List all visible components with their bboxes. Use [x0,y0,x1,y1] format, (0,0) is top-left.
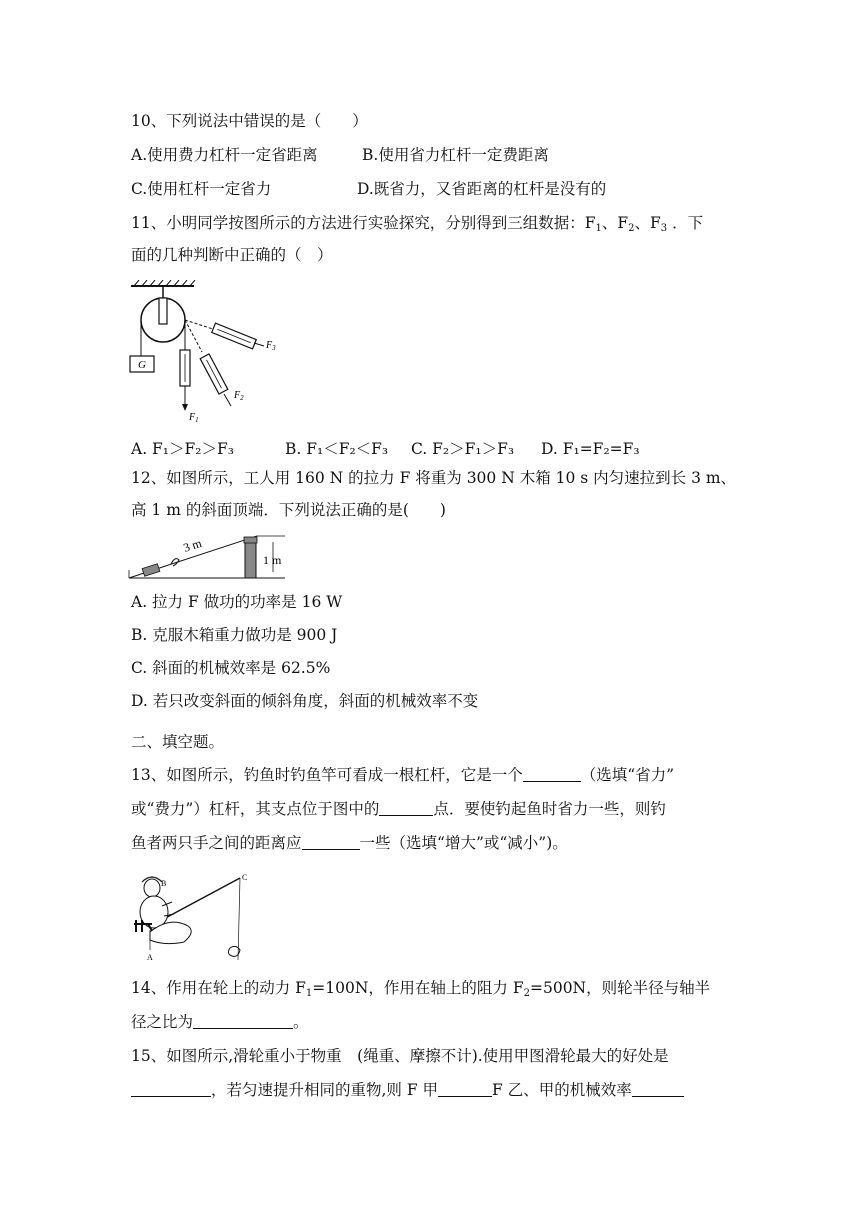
q15-blank-2[interactable] [438,1080,492,1097]
force-label-f2: $F_2$ [234,390,244,402]
q13-line1: 13、如图所示，钓鱼时钓鱼竿可看成一根杠杆，它是一个 （选填“省力” [131,766,675,784]
q14-line2: 径之比为 。 [131,1013,309,1031]
q10-option-a: A.使用费力杠杆一定省距离 [131,146,318,164]
q15-line1: 15、如图所示,滑轮重小于物重 (绳重、摩擦不计).使用甲图滑轮最大的好处是 [131,1047,669,1065]
q12-option-a: A. 拉力 F 做功的功率是 16 W [131,593,343,611]
q12-option-b: B. 克服木箱重力做功是 900 J [131,626,338,644]
rod-point-b: B [161,879,167,888]
q13-blank-2[interactable] [379,799,433,816]
q11-option-b: B. F₁＜F₂＜F₃ [285,440,389,458]
q13-blank-3[interactable] [302,833,360,850]
q10-option-b: B.使用省力杠杆一定费距离 [362,146,549,164]
q11-option-a: A. F₁＞F₂＞F₃ [131,440,234,458]
q10-option-c: C.使用杠杆一定省力 [131,180,272,198]
q14-line1: 14、作用在轮上的动力 $F_1=100N$，作用在轴上的阻力 $F_2=500N$，则轮半径与轴半 [131,979,711,999]
q11-option-d: D. F₁=F₂=F₃ [541,440,640,458]
q13-blank-1[interactable] [523,765,581,782]
q11-stem-line1: 11、小明同学按图所示的方法进行实验探究，分别得到三组数据：$F_1$、$F_2$、$F_3$ ．下 [131,214,704,234]
q15-line2: ，若匀速提升相同的重物,则 F 甲 F 乙、甲的机械效率 [131,1079,684,1101]
q11-stem-line2: 面的几种判断中正确的（ ） [131,246,333,264]
q10-option-d: D.既省力，又省距离的杠杆是没有的 [357,180,607,198]
q12-option-c: C. 斜面的机械效率是 62.5% [131,659,331,677]
q15-blank-3[interactable] [632,1080,684,1097]
q14-blank[interactable] [193,1012,293,1029]
pulley-figure [126,280,286,422]
force-label-f1: $F_1$ [189,412,199,422]
q11-option-c: C. F₂＞F₁＞F₃ [411,440,515,458]
weight-label-g: G [138,359,146,371]
q12-stem-line1: 12、如图所示，工人用 160 N 的拉力 F 将重为 300 N 木箱 10 s 内匀速拉到长 3 m、 [131,469,737,487]
rod-point-c: C [242,873,248,882]
rod-point-a: A [147,953,153,962]
q15-blank-1[interactable] [131,1080,211,1097]
q12-option-d: D. 若只改变斜面的倾斜角度，斜面的机械效率不变 [131,692,479,710]
section-fill-in-title: 二、填空题。 [131,733,225,751]
fishing-figure [128,870,254,966]
q13-line2: 或“费力”）杠杆，其支点位于图中的 点．要使钓起鱼时省力一些，则钓 [131,800,666,818]
q13-line3: 鱼者两只手之间的距离应 一些（选填“增大”或“减小”)。 [131,834,568,852]
force-label-f3: $F_3$ [266,340,276,352]
incline-length-label: 3 m [181,535,204,555]
incline-height-label: 1 m [263,553,282,567]
q10-stem: 10、下列说法中错误的是（ ） [131,112,368,130]
q12-stem-line2: 高 1 m 的斜面顶端．下列说法正确的是( ) [131,501,446,519]
incline-figure [127,532,289,582]
